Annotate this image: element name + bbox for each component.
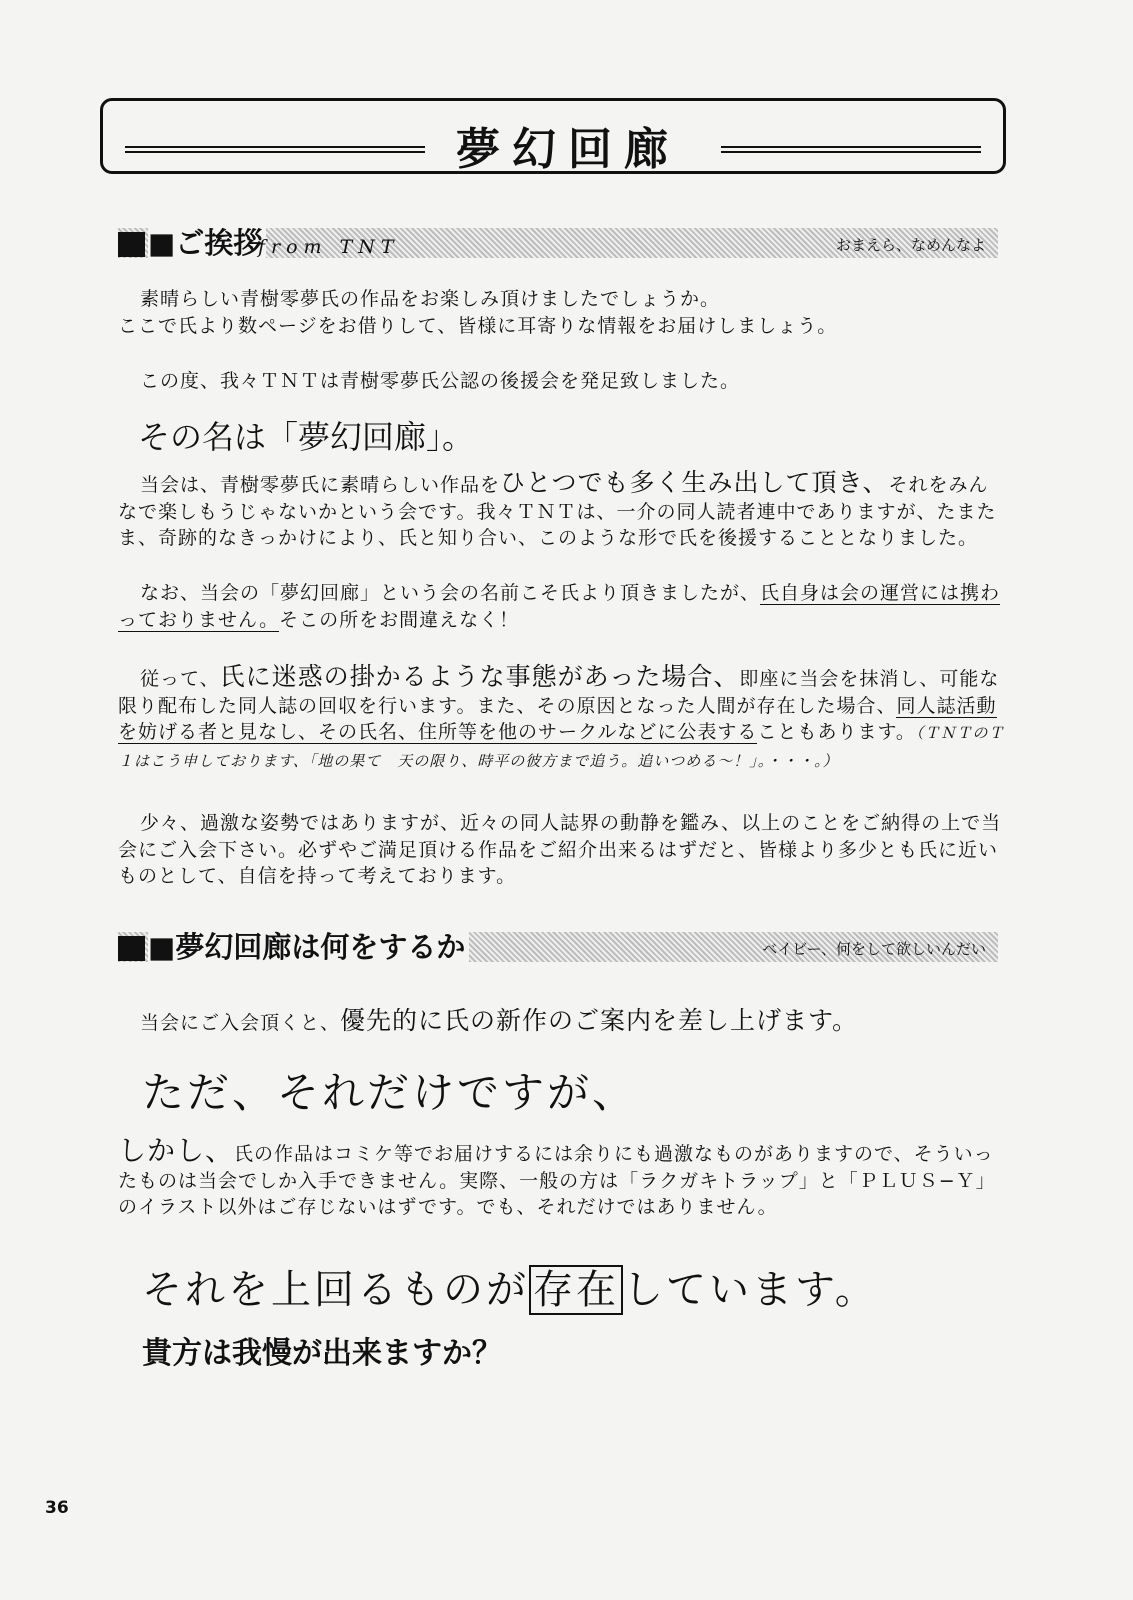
what-line3-b: 氏の作品はコミケ等でお届けするには余りにも過激なものがありますので、そういったものは当会でしか入手できません。実際、一般の方は「ラクガキトラップ」と「ＰＬＵＳ−Ｙ」のイラスト以外はご存じないはずです。でも、それだけではありません。 [118,1143,996,1218]
greeting-p4-underlined: 氏自身は会の運営には携わっておりません。 [118,582,1001,631]
greeting-p5-note: （ＴＮＴのＴ１はこう申しております、「地の果て 天の限り、時平の彼方まで追う。追いつめる〜！」。・・・。） [118,724,1005,770]
greeting-p6: 少々、過激な姿勢ではありますが、近々の同人誌界の動静を鑑み、以上のことをご納得の上で当会にご入会下さい。必ずやご満足頂ける作品をご紹介出来るはずだと、皆様より多少とも氏に近いものとして、自信を持って考えております。 [118,812,1002,887]
greeting-p5-c: こともあります。 [757,721,916,743]
greeting-p5-b: 即座に当会を抹消し、可能な限り配布した同人誌の回収を行います。また、その原因となった人間が存在した場合、 [118,668,1000,717]
square-bullet-icon [118,936,145,961]
what-line1-a: 当会にご入会頂くと、 [140,1012,341,1034]
section-what-tagline: ベイビー、何をして欲しいんだい [762,940,986,958]
greeting-p5 [118,664,1008,774]
greeting-p2: この度、我々ＴＮＴは青樹零夢氏公認の後援会を発足致しました。 [140,370,741,392]
section-greeting-tagline: おまえら、なめんなよ [835,236,986,254]
greeting-p1 [118,286,1030,313]
section-greeting-title: ■ご挨拶 [148,221,266,262]
square-bullet-icon [118,232,145,257]
page-title: 夢幻回廊 [456,124,680,175]
greeting-name-line: その名は「夢幻回廊」。 [138,418,475,456]
greeting-p3-b: それをみんなで楽しもうじゃないかという会です。我々ＴＮＴは、一介の同人読者連中でありますが、たまたま、奇跡的なきっかけにより、氏と知り合い、このような形で氏を後援することとなりました。 [118,474,997,549]
greeting-p1b: ここで氏より数ページをお借りして、皆様に耳寄りな情報をお届けしましょう。 [118,315,838,337]
section-what-title: ■夢幻回廊は何をするか [148,925,469,966]
what-line4-b: しています。 [623,1267,878,1313]
section-what-header [118,932,998,962]
what-line4 [142,1258,878,1315]
greeting-p3 [118,470,1008,552]
title-frame [100,98,1006,174]
what-line4-a: それを上回るものが [142,1267,529,1313]
what-line2: ただ、それだけですが、 [142,1068,638,1117]
greeting-p5-a: 従って、 [140,668,220,690]
what-line1 [140,1008,1000,1037]
greeting-p4-a: なお、当会の「夢幻回廊」という会の名前こそ氏より頂きましたが、 [140,582,761,604]
what-line1-emphasis: 優先的に氏の新作のご案内を差し上げます。 [340,1006,859,1035]
greeting-p5-underlined: 同人誌活動を妨げる者と見なし、その氏名、住所等を他のサークルなどに公表する [118,694,997,743]
greeting-p4 [118,580,1008,633]
section-greeting-from: from TNT [258,236,400,258]
what-line4-boxed: 存在 [529,1265,623,1315]
what-line5: 貴方は我慢が出来ますか？ [142,1336,502,1371]
greeting-p3-a: 当会は、青樹零夢氏に素晴らしい作品を [140,474,501,496]
what-line3-emphasis: しかし、 [118,1134,235,1167]
greeting-p1a: 素晴らしい青樹零夢氏の作品をお楽しみ頂けましたでしょうか。 [140,288,721,310]
section-greeting-header [118,228,998,258]
greeting-p5-emphasis: 氏に迷惑の掛かるような事態があった場合、 [219,662,740,691]
greeting-p4-b: そこの所をお間違えなく！ [279,608,520,631]
greeting-p3-emphasis: ひとつでも多く生み出して頂き、 [500,468,889,497]
title-rule-left [125,146,425,153]
what-line3 [118,1134,1008,1221]
title-rule-right [721,146,981,153]
page-number: 36 [45,1498,69,1518]
